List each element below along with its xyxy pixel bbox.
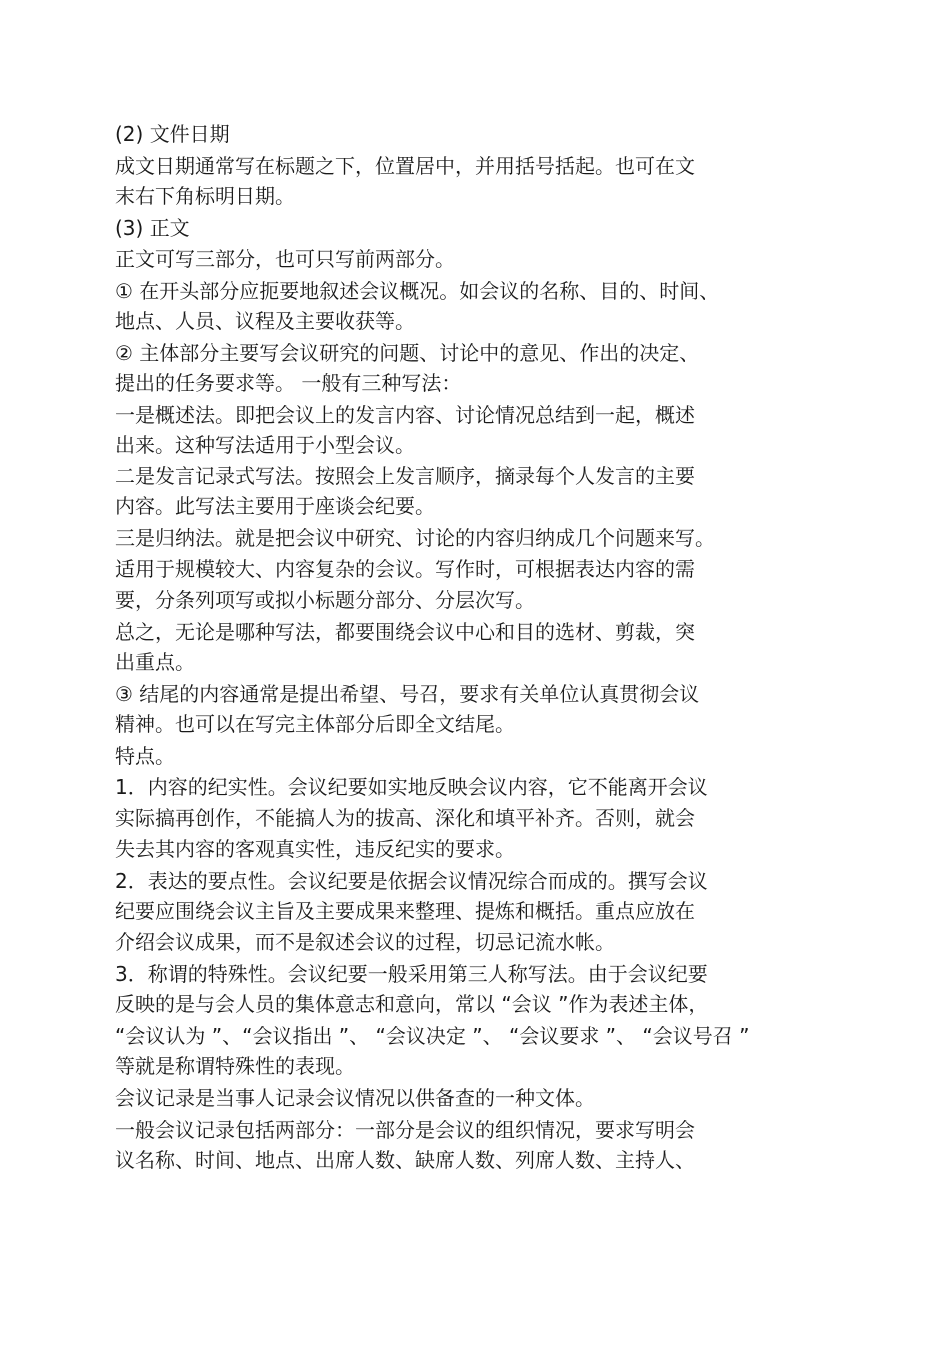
text-line: 特点。 — [115, 744, 175, 768]
text-line: 总之，无论是哪种写法，都要围绕会议中心和目的选材、剪裁，突 — [115, 620, 695, 644]
text-line: 议名称、时间、地点、出席人数、缺席人数、列席人数、主持人、 — [115, 1148, 695, 1172]
text-line: “会议认为 ”、“会议指出 ”、 “会议决定 ”、 “会议要求 ”、 “会议号召 ” — [115, 1024, 750, 1048]
text-line: 地点、人员、议程及主要收获等。 — [115, 309, 415, 333]
text-line: 反映的是与会人员的集体意志和意向，常以 “会议 ”作为表述主体， — [115, 992, 709, 1016]
text-line: 等就是称谓特殊性的表现。 — [115, 1054, 355, 1078]
text-line: 内容。此写法主要用于座谈会纪要。 — [115, 494, 435, 518]
text-line: 末右下角标明日期。 — [115, 184, 295, 208]
text-line: 成文日期通常写在标题之下，位置居中，并用括号括起。也可在文 — [115, 154, 695, 178]
text-line: 正文可写三部分，也可只写前两部分。 — [115, 247, 455, 271]
text-line: 二是发言记录式写法。按照会上发言顺序，摘录每个人发言的主要 — [115, 464, 695, 488]
text-line: ② 主体部分主要写会议研究的问题、讨论中的意见、作出的决定、 — [115, 341, 700, 365]
text-line: 介绍会议成果，而不是叙述会议的过程，切忌记流水帐。 — [115, 930, 615, 954]
text-line: 精神。也可以在写完主体部分后即全文结尾。 — [115, 712, 515, 736]
text-line: 一是概述法。即把会议上的发言内容、讨论情况总结到一起，概述 — [115, 403, 695, 427]
text-line: 实际搞再创作，不能搞人为的拔高、深化和填平补齐。否则，就会 — [115, 806, 695, 830]
text-line: 出重点。 — [115, 650, 195, 674]
text-line: ① 在开头部分应扼要地叙述会议概况。如会议的名称、目的、时间、 — [115, 279, 720, 303]
text-line: 要，分条列项写或拟小标题分部分、分层次写。 — [115, 588, 535, 612]
text-line: 一般会议记录包括两部分：一部分是会议的组织情况，要求写明会 — [115, 1118, 695, 1142]
text-line: (2) 文件日期 — [115, 122, 230, 146]
text-line: 失去其内容的客观真实性，违反纪实的要求。 — [115, 837, 515, 861]
text-line: (3) 正文 — [115, 216, 190, 240]
text-line: ③ 结尾的内容通常是提出希望、号召，要求有关单位认真贯彻会议 — [115, 682, 700, 706]
text-line: 出来。这种写法适用于小型会议。 — [115, 433, 415, 457]
text-line: 纪要应围绕会议主旨及主要成果来整理、提炼和概括。重点应放在 — [115, 899, 695, 923]
text-line: 适用于规模较大、内容复杂的会议。写作时，可根据表达内容的需 — [115, 557, 695, 581]
text-line: 提出的任务要求等。 一般有三种写法： — [115, 371, 462, 395]
text-line: 2．表达的要点性。会议纪要是依据会议情况综合而成的。撰写会议 — [115, 869, 708, 893]
text-line: 3．称谓的特殊性。会议纪要一般采用第三人称写法。由于会议纪要 — [115, 962, 708, 986]
text-line: 三是归纳法。就是把会议中研究、讨论的内容归纳成几个问题来写。 — [115, 526, 715, 550]
text-line: 会议记录是当事人记录会议情况以供备查的一种文体。 — [115, 1086, 595, 1110]
text-line: 1．内容的纪实性。会议纪要如实地反映会议内容，它不能离开会议 — [115, 775, 708, 799]
